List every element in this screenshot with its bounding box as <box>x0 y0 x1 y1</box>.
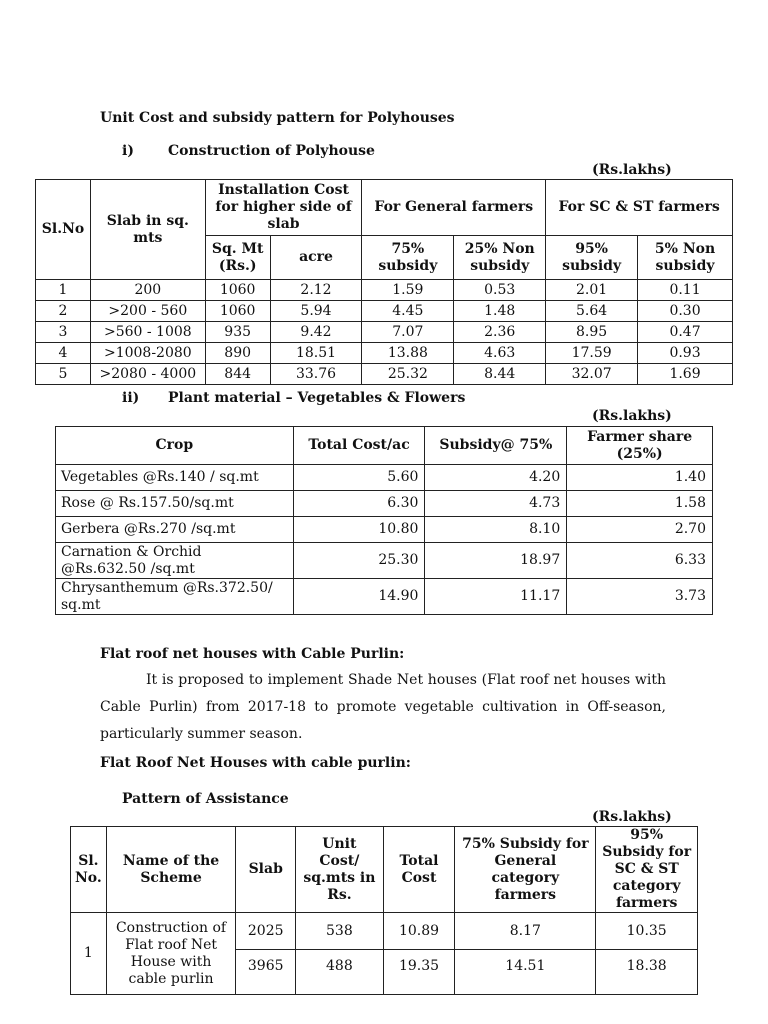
table-row <box>56 465 713 491</box>
cell-acre: 2.12 <box>270 280 362 301</box>
cell-subsidy: 8.10 <box>425 517 567 543</box>
col-slab: Slab <box>236 827 296 913</box>
col-install: Installation Cost for higher side of slab <box>205 180 362 236</box>
cell-acre: 18.51 <box>270 343 362 364</box>
cell-subsidy-scst: 18.38 <box>596 950 698 995</box>
col-acre: acre <box>270 236 362 280</box>
table-row <box>36 280 733 301</box>
cell-sqmt: 1060 <box>205 280 270 301</box>
cell-g75: 13.88 <box>362 343 454 364</box>
cell-slno: 5 <box>36 364 91 385</box>
cell-subsidy: 4.20 <box>425 465 567 491</box>
section3-heading: Flat roof net houses with Cable Purlin: <box>100 646 405 662</box>
col-slno: Sl.No <box>36 180 91 280</box>
cell-s5: 1.69 <box>638 364 733 385</box>
cell-sqmt: 890 <box>205 343 270 364</box>
table-row <box>36 364 733 385</box>
col-farmer-share: Farmer share (25%) <box>567 427 713 465</box>
cell-farmer-share: 3.73 <box>567 579 713 615</box>
cell-g25: 0.53 <box>454 280 546 301</box>
table-row <box>36 301 733 322</box>
cell-slab: 200 <box>90 280 205 301</box>
cell-acre: 9.42 <box>270 322 362 343</box>
cell-sqmt: 935 <box>205 322 270 343</box>
cell-g25: 2.36 <box>454 322 546 343</box>
cell-slab: >2080 - 4000 <box>90 364 205 385</box>
section2-title: Plant material – Vegetables & Flowers <box>168 390 466 406</box>
col-scheme: Name of the Scheme <box>106 827 236 913</box>
cell-s95: 8.95 <box>546 322 638 343</box>
section1-number: i) <box>122 143 134 159</box>
cell-farmer-share: 2.70 <box>567 517 713 543</box>
cell-total-cost: 19.35 <box>383 950 455 995</box>
section3-paragraph: It is proposed to implement Shade Net houses (Flat roof net houses with Cable Purlin) from 2017-18 to promote vegetable cultivation in Off-season, particularly summer season. <box>100 672 666 742</box>
cell-crop: Vegetables @Rs.140 / sq.mt <box>56 465 294 491</box>
col-total-cost: Total Cost/ac <box>293 427 425 465</box>
cell-g75: 4.45 <box>362 301 454 322</box>
cell-subsidy-general: 14.51 <box>455 950 596 995</box>
cell-subsidy: 4.73 <box>425 491 567 517</box>
row-slno: 1 <box>71 913 107 995</box>
col-crop: Crop <box>56 427 294 465</box>
col-s5: 5% Non subsidy <box>638 236 733 280</box>
plant-material-table <box>55 426 713 615</box>
cell-total-cost: 10.80 <box>293 517 425 543</box>
cell-crop: Gerbera @Rs.270 /sq.mt <box>56 517 294 543</box>
row-scheme: Construction of Flat roof Net House with cable purlin <box>106 913 236 995</box>
table-row <box>36 343 733 364</box>
col-g25: 25% Non subsidy <box>454 236 546 280</box>
col-general: For General farmers <box>362 180 546 236</box>
cell-g75: 1.59 <box>362 280 454 301</box>
cell-sqmt: 844 <box>205 364 270 385</box>
section1-unit: (Rs.lakhs) <box>592 162 672 178</box>
cell-slab: >200 - 560 <box>90 301 205 322</box>
cell-slno: 2 <box>36 301 91 322</box>
section1-title: Construction of Polyhouse <box>168 143 375 159</box>
pattern-of-assistance: Pattern of Assistance <box>122 791 289 807</box>
cell-slno: 1 <box>36 280 91 301</box>
cell-slno: 4 <box>36 343 91 364</box>
cell-total-cost: 14.90 <box>293 579 425 615</box>
cell-g25: 4.63 <box>454 343 546 364</box>
section2-number: ii) <box>122 390 140 406</box>
col-s95: 95% subsidy <box>546 236 638 280</box>
cell-total-cost: 25.30 <box>293 543 425 579</box>
cell-g75: 25.32 <box>362 364 454 385</box>
polyhouse-table <box>35 179 733 385</box>
cell-s5: 0.11 <box>638 280 733 301</box>
col-scst: For SC & ST farmers <box>546 180 733 236</box>
cell-total-cost: 10.89 <box>383 913 455 950</box>
col-g75: 75% subsidy <box>362 236 454 280</box>
section3-unit: (Rs.lakhs) <box>592 809 672 825</box>
table-row <box>56 491 713 517</box>
cell-g75: 7.07 <box>362 322 454 343</box>
table-row <box>71 913 698 950</box>
page-title: Unit Cost and subsidy pattern for Polyhouses <box>100 110 455 126</box>
cell-s5: 0.47 <box>638 322 733 343</box>
col-subsidy-general: 75% Subsidy for General category farmers <box>455 827 596 913</box>
col-slno: Sl. No. <box>71 827 107 913</box>
col-unit-cost: Unit Cost/ sq.mts in Rs. <box>296 827 384 913</box>
cell-acre: 33.76 <box>270 364 362 385</box>
cell-s95: 32.07 <box>546 364 638 385</box>
col-sqmt: Sq. Mt (Rs.) <box>205 236 270 280</box>
cell-subsidy-general: 8.17 <box>455 913 596 950</box>
cell-s95: 17.59 <box>546 343 638 364</box>
table-row <box>56 543 713 579</box>
cell-s5: 0.93 <box>638 343 733 364</box>
cell-g25: 8.44 <box>454 364 546 385</box>
col-subsidy-scst: 95% Subsidy for SC & ST category farmers <box>596 827 698 913</box>
cell-crop: Chrysanthemum @Rs.372.50/ sq.mt <box>56 579 294 615</box>
table-row <box>36 322 733 343</box>
net-house-table <box>70 826 698 995</box>
cell-subsidy: 11.17 <box>425 579 567 615</box>
cell-g25: 1.48 <box>454 301 546 322</box>
cell-slno: 3 <box>36 322 91 343</box>
cell-farmer-share: 1.40 <box>567 465 713 491</box>
cell-s95: 2.01 <box>546 280 638 301</box>
cell-s5: 0.30 <box>638 301 733 322</box>
col-subsidy: Subsidy@ 75% <box>425 427 567 465</box>
cell-crop: Carnation & Orchid @Rs.632.50 /sq.mt <box>56 543 294 579</box>
col-slab: Slab in sq. mts <box>90 180 205 280</box>
section2-unit: (Rs.lakhs) <box>592 408 672 424</box>
cell-unit-cost: 488 <box>296 950 384 995</box>
cell-subsidy-scst: 10.35 <box>596 913 698 950</box>
cell-farmer-share: 6.33 <box>567 543 713 579</box>
section3-heading2: Flat Roof Net Houses with cable purlin: <box>100 755 411 771</box>
cell-slab: >1008-2080 <box>90 343 205 364</box>
cell-sqmt: 1060 <box>205 301 270 322</box>
cell-crop: Rose @ Rs.157.50/sq.mt <box>56 491 294 517</box>
cell-unit-cost: 538 <box>296 913 384 950</box>
table-row <box>56 579 713 615</box>
cell-s95: 5.64 <box>546 301 638 322</box>
table-row <box>56 517 713 543</box>
cell-farmer-share: 1.58 <box>567 491 713 517</box>
cell-slab: >560 - 1008 <box>90 322 205 343</box>
cell-total-cost: 5.60 <box>293 465 425 491</box>
cell-acre: 5.94 <box>270 301 362 322</box>
col-total-cost: Total Cost <box>383 827 455 913</box>
cell-slab: 3965 <box>236 950 296 995</box>
cell-total-cost: 6.30 <box>293 491 425 517</box>
cell-subsidy: 18.97 <box>425 543 567 579</box>
cell-slab: 2025 <box>236 913 296 950</box>
